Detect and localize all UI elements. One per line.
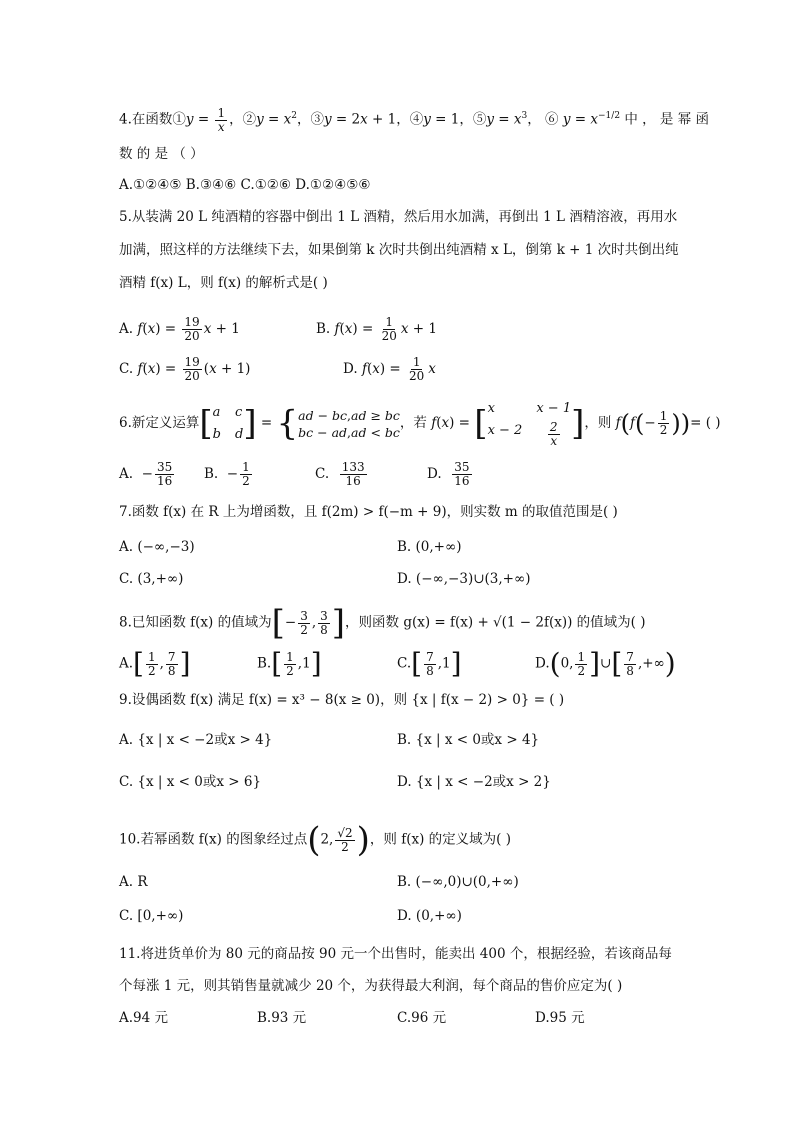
q9-option-d: D. {x | x < −2或x > 2} [397, 774, 551, 790]
q4-stem-line2: 数 的 是 （ ） [119, 146, 204, 162]
q11-line2: 个每涨 1 元，则其销售量就减少 20 个，为获得最大利润，每个商品的售价应定为( ) [119, 978, 623, 994]
q8-stem: 8.已知函数 f(x) 的值域为[− $\frac{3}{2}$ , $\frac{3}{8}$ ]，则函数 g(x) = f(x) + √(1 − 2f(x)) 的值域为( ) [119, 603, 646, 643]
q10-option-a: A. R [119, 874, 148, 890]
q8-option-b: B.[ $\frac{1}{2}$ ,1] [257, 647, 322, 680]
q5-line2: 加满，照这样的方法继续下去，如果倒第 k 次时共倒出纯酒精 x L，倒第 k + 1 次时共倒出纯 [119, 242, 679, 258]
q11-line1: 11.将进货单价为 80 元的商品按 90 元一个出售时，能卖出 400 个，根据经验，若该商品每 [119, 946, 672, 962]
q9-option-c: C. {x | x < 0或x > 6} [119, 774, 262, 790]
q10-option-c: C. [0,+∞) [119, 908, 184, 924]
q11-option-d: D.95 元 [535, 1010, 585, 1026]
q7-option-d: D. (−∞,−3)∪(3,+∞) [397, 571, 531, 587]
q6-option-b: B. − $\frac{1}{2}$ [204, 460, 250, 488]
q4-frac: $\frac{1}{x}$ [217, 105, 226, 134]
q6-stem: 6.新定义运算[ a c b d ] = { ad − bc,ad ≥ bc bc − ad,ad < bc ，若 f(x) = [ x x − 1 x − 2 $\frac{2}{x}$ ]，则 f(f(− $\frac{1}{2}$ ))= ( ) [119, 401, 721, 448]
q11-option-b: B.93 元 [257, 1010, 307, 1026]
q10-stem: 10.若幂函数 f(x) 的图象经过点(2, $\frac{√2}{2}$ )，则 f(x) 的定义域为( ) [119, 820, 511, 860]
q7-option-c: C. (3,+∞) [119, 571, 184, 587]
q8-option-d: D.(0, $\frac{1}{2}$ ]∪[ $\frac{7}{8}$ ,+∞) [535, 647, 676, 680]
q5-option-b: B. f(x) = $\frac{1}{20}$ x + 1 [316, 315, 437, 343]
q7-option-a: A. (−∞,−3) [119, 539, 195, 555]
q11-option-a: A.94 元 [119, 1010, 169, 1026]
q4-stem: 4.在函数①y = $\frac{1}{x}$ ，②y = $x^2$，③y = 2x + 1，④y = 1，⑤y = $x^3$， ⑥ $y = x^{-1/2}$ 中 ， 是 幂 函 [119, 105, 710, 134]
q7-stem: 7.函数 f(x) 在 R 上为增函数，且 f(2m) > f(−m + 9)，则实数 m 的取值范围是( ) [119, 504, 618, 520]
q9-option-a: A. {x | x < −2或x > 4} [119, 732, 273, 748]
q9-stem: 9.设偶函数 f(x) 满足 f(x) = x³ − 8(x ≥ 0)，则 {x | f(x − 2) > 0} = ( ) [119, 692, 565, 708]
q8-option-c: C.[ $\frac{7}{8}$ ,1] [397, 647, 462, 680]
q10-option-d: D. (0,+∞) [397, 908, 462, 924]
q6-option-c: C. $\frac{133}{16}$ [315, 460, 365, 488]
q11-option-c: C.96 元 [397, 1010, 447, 1026]
q8-option-a: A.[ $\frac{1}{2}$ , $\frac{7}{8}$ ] [119, 647, 191, 680]
q5-option-d: D. f(x) = $\frac{1}{20}$ x [343, 355, 436, 383]
q5-line1: 5.从装满 20 L 纯酒精的容器中倒出 1 L 酒精，然后用水加满，再倒出 1 L 酒精溶液，再用水 [119, 209, 678, 225]
q7-option-b: B. (0,+∞) [397, 539, 462, 555]
q5-option-c: C. f(x) = $\frac{19}{20}$ (x + 1) [119, 355, 251, 383]
q6-option-d: D. $\frac{35}{16}$ [427, 460, 470, 488]
q5-line3: 酒精 f(x) L，则 f(x) 的解析式是( ) [119, 275, 328, 291]
q5-option-a: A. f(x) = $\frac{19}{20}$ x + 1 [119, 315, 240, 343]
q6-option-a: A. − $\frac{35}{16}$ [119, 460, 173, 488]
q4-options: A.①②④⑤ B.③④⑥ C.①②⑥ D.①②④⑤⑥ [119, 177, 371, 193]
q9-option-b: B. {x | x < 0或x > 4} [397, 732, 540, 748]
q10-option-b: B. (−∞,0)∪(0,+∞) [397, 874, 519, 890]
